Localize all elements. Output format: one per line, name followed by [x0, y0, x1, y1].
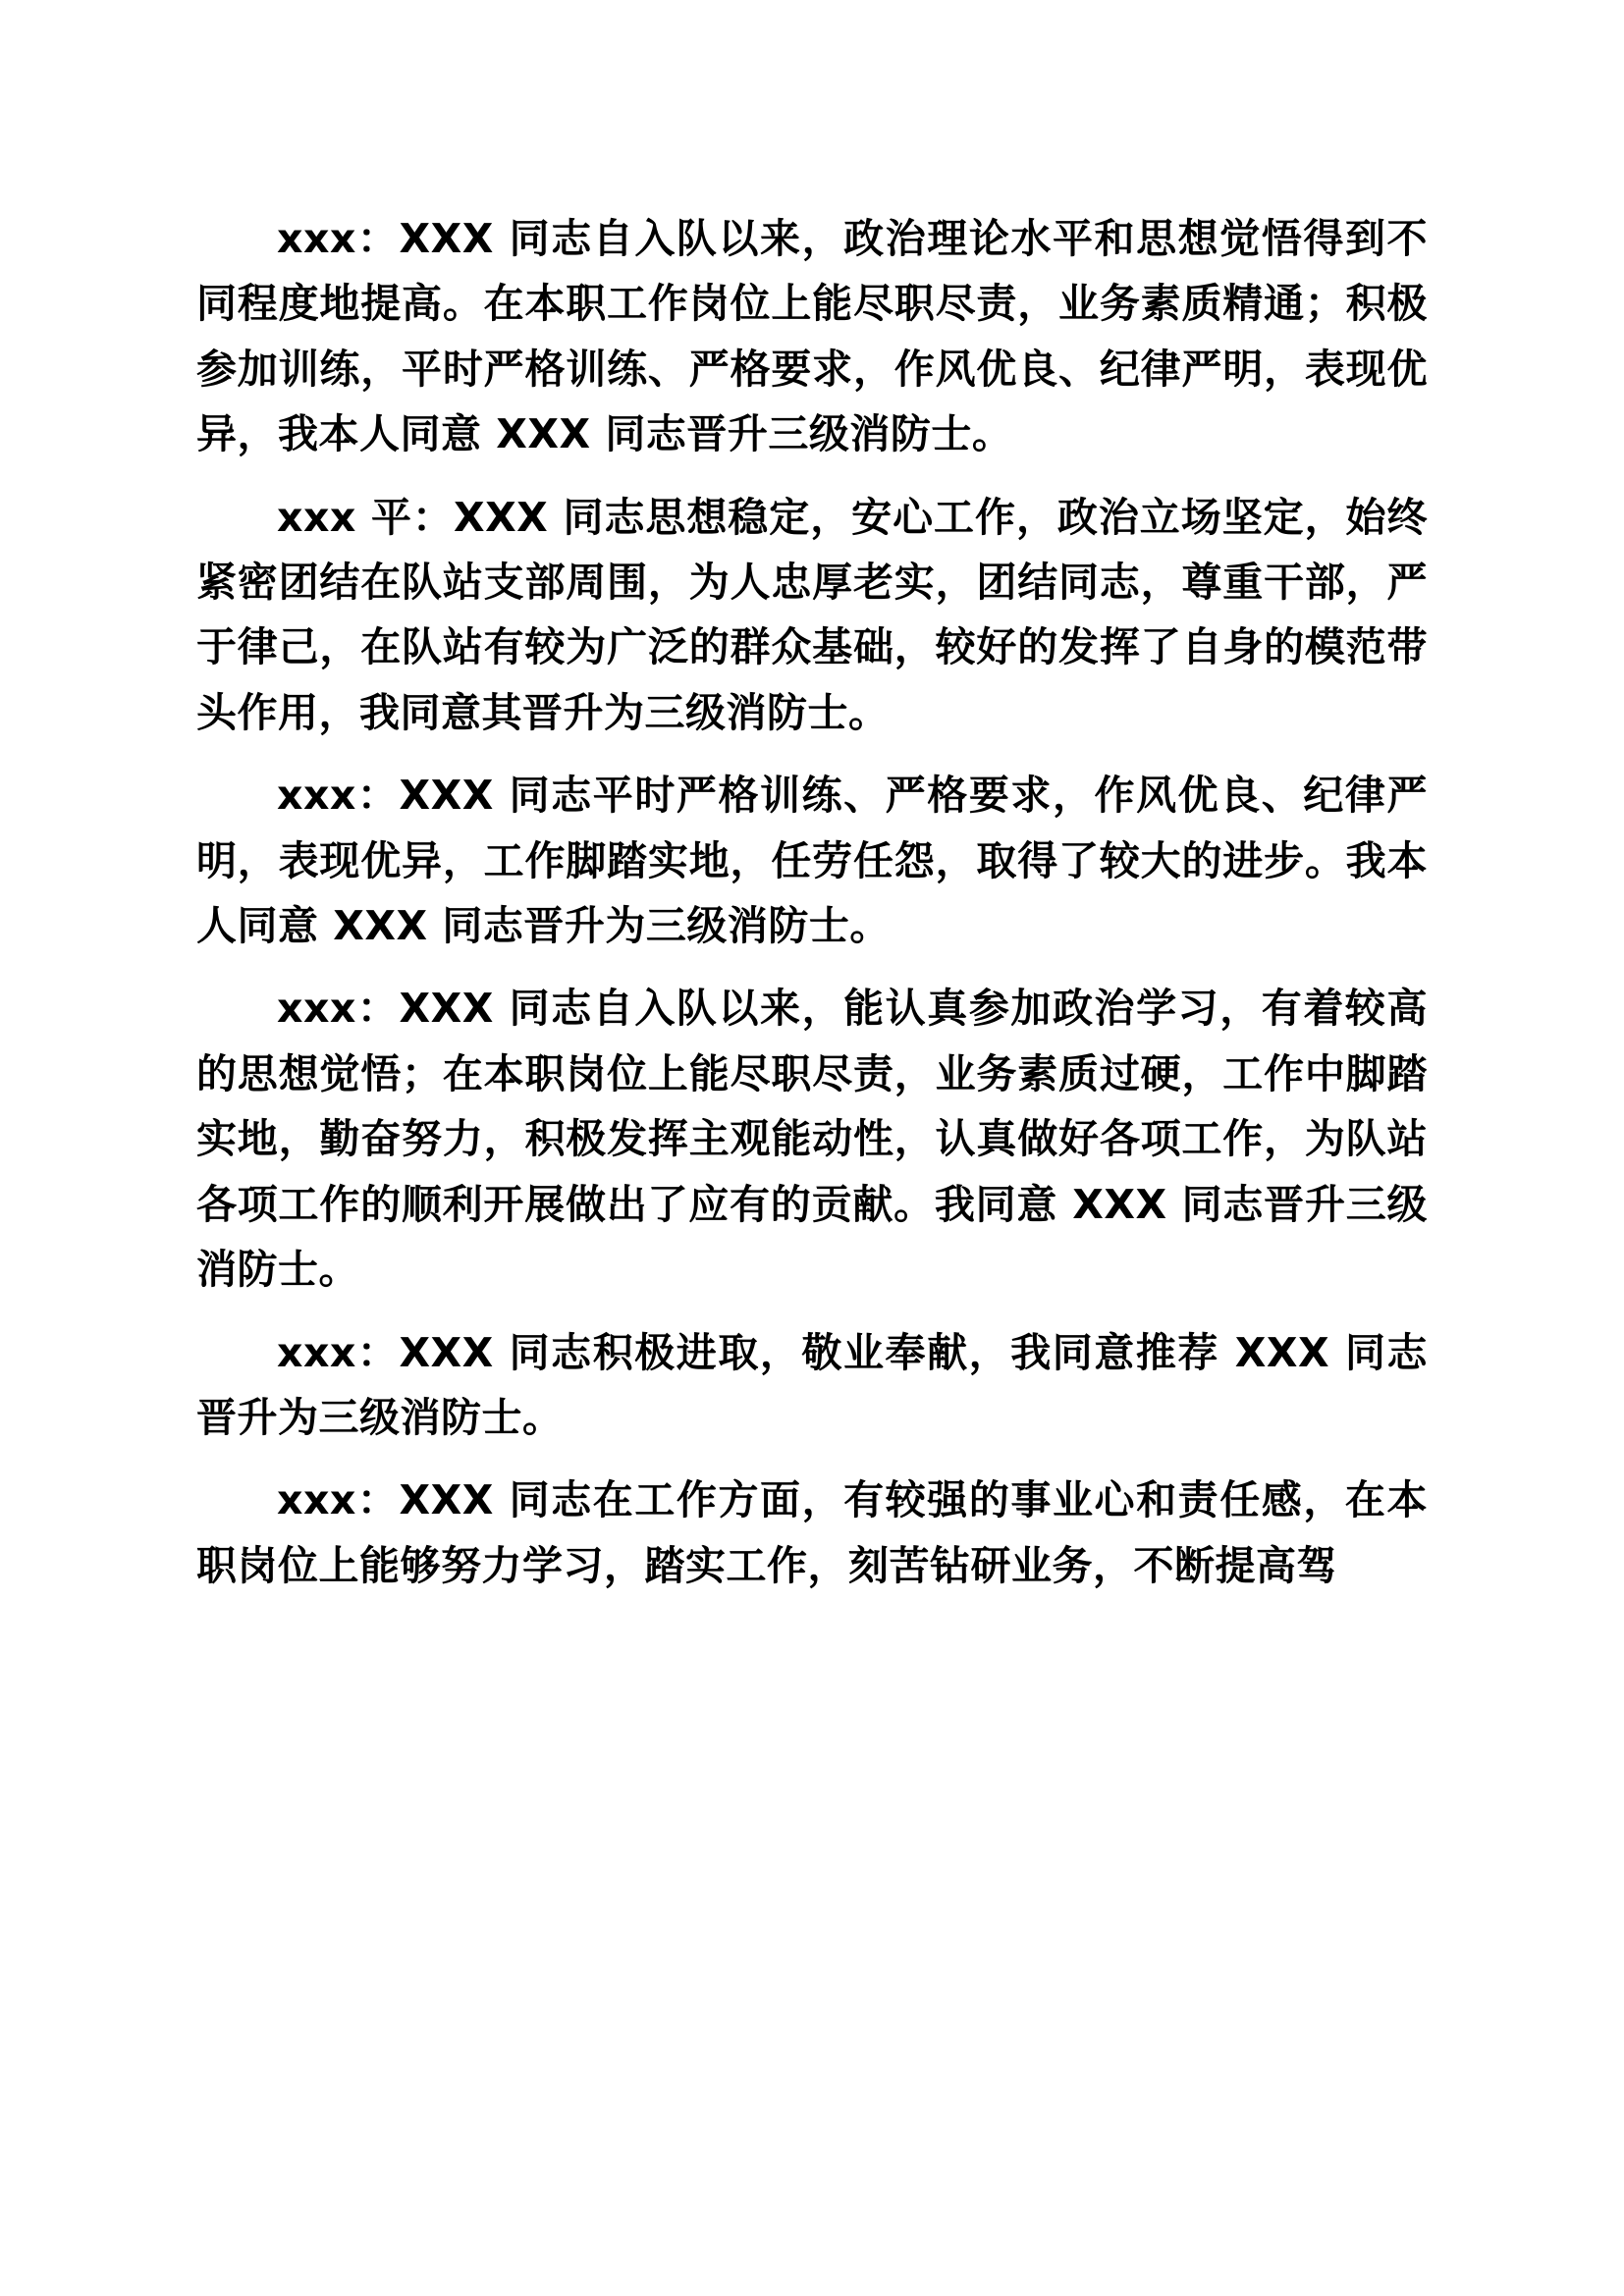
paragraph: xxx：XXX 同志平时严格训练、严格要求，作风优良、纪律严明，表现优异，工作脚踏实地，任劳任怨，取得了较大的进步。我本人同意 XXX 同志晋升为三级消防士。: [196, 772, 1428, 950]
paragraph: xxx：XXX 同志自入队以来，能认真参加政治学习，有着较高的思想觉悟；在本职岗位上能尽职尽责，业务素质过硬，工作中脚踏实地，勤奋努力，积极发挥主观能动性，认真做好各项工作，为队站各项工作的顺利开展做出了应有的贡献。我同意 XXX 同志晋升三级消防士。: [196, 985, 1428, 1294]
paragraph: xxx 平：XXX 同志思想稳定，安心工作，政治立场坚定，始终紧密团结在队站支部周围，为人忠厚老实，团结同志，尊重干部，严于律己，在队站有较为广泛的群众基础，较好的发挥了自身的模范带头作用，我同意其晋升为三级消防士。: [196, 493, 1428, 736]
paragraph: xxx：XXX 同志在工作方面，有较强的事业心和责任感，在本职岗位上能够努力学习，踏实工作，刻苦钻研业务，不断提高驾: [196, 1476, 1428, 1589]
paragraph: xxx：XXX 同志自入队以来，政治理论水平和思想觉悟得到不同程度地提高。在本职工作岗位上能尽职尽责，业务素质精通；积极参加训练，平时严格训练、严格要求，作风优良、纪律严明，表现优异，我本人同意 XXX 同志晋升三级消防士。: [196, 215, 1428, 458]
document-body: [196, 206, 1428, 1598]
paragraph: xxx：XXX 同志积极进取，敬业奉献，我同意推荐 XXX 同志晋升为三级消防士。: [196, 1328, 1428, 1441]
